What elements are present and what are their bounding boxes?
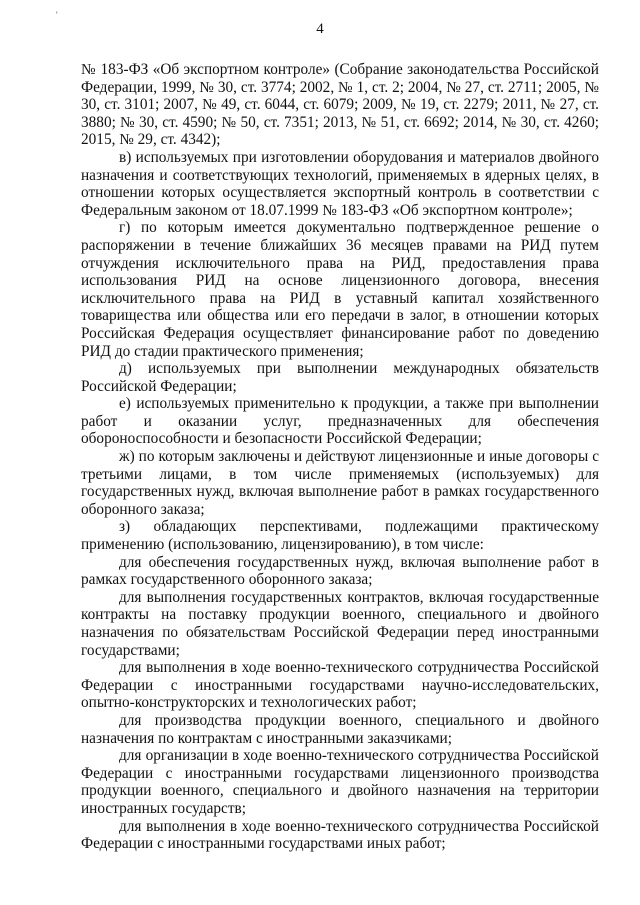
paragraph-subitem-other-works: для выполнения в ходе военно-технического сотрудничества Российской Федерации с иностранными государствами иных работ; [81, 817, 599, 853]
paragraph-item-g: г) по которым имеется документально подтвержденное решение о распоряжении в течение ближайших 36 месяцев правами на РИД путем отчуждения исключительного права на РИД, предоставления права использования РИД на основе лицензионного договора, внесения исключительного права на РИД в уставный капитал хозяйственного товарищества или общества или его передачи в залог, в отношении которых Российская Федерация осуществляет финансирование работ по доведению РИД до стадии практического применения; [81, 219, 599, 360]
paragraph-subitem-state-contracts: для выполнения государственных контрактов, включая государственные контракты на поставку продукции военного, специального и двойного назначения по обязательствам Российской Федерации перед иностранными государствами; [81, 588, 599, 659]
scan-mark: ' [56, 10, 58, 20]
paragraph-item-v: в) используемых при изготовлении оборудования и материалов двойного назначения и соответствующих технологий, применяемых в ядерных целях, в отношении которых осуществляется экспортный контроль в соответствии с Федеральным законом от 18.07.1999 № 183-ФЗ «Об экспортном контроле»; [81, 148, 599, 219]
paragraph-subitem-production: для производства продукции военного, специального и двойного назначения по контрактам с иностранными заказчиками; [81, 711, 599, 747]
paragraph-subitem-licensed-production: для организации в ходе военно-технического сотрудничества Российской Федерации с иностранными государствами лицензионного производства продукции военного, специального и двойного назначения на территории иностранных государств; [81, 747, 599, 817]
paragraph-subitem-state-needs: для обеспечения государственных нужд, включая выполнение работ в рамках государственного оборонного заказа; [81, 553, 599, 589]
paragraph-item-z: з) обладающих перспективами, подлежащими практическому применению (использованию, лицензированию), в том числе: [81, 518, 599, 554]
paragraph-law-reference: № 183-ФЗ «Об экспортном контроле» (Собрание законодательства Российской Федерации, 1999, № 30, ст. 3774; 2002, № 1, ст. 2; 2004, № 27, ст. 2711; 2005, № 30, ст. 3101; 2007, № 49, ст. 6044, ст. 6079; 2009, № 19, ст. 2279; 2011, № 27, ст. 3880; № 30, ст. 4590; № 50, ст. 7351; 2013, № 51, ст. 6692; 2014, № 30, ст. 4260; 2015, № 29, ст. 4342); [81, 61, 599, 149]
paragraph-item-e: е) используемых применительно к продукции, а также при выполнении работ и оказании услуг, предназначенных для обеспечения обороноспособности и безопасности Российской Федерации; [81, 395, 599, 448]
document-body [81, 61, 599, 853]
page-number: 4 [316, 21, 324, 37]
paragraph-subitem-research-works: для выполнения в ходе военно-технического сотрудничества Российской Федерации с иностранными государствами научно-исследовательских, опытно-конструкторских и технологических работ; [81, 659, 599, 712]
paragraph-item-d: д) используемых при выполнении международных обязательств Российской Федерации; [81, 360, 599, 395]
paragraph-item-zh: ж) по которым заключены и действуют лицензионные и иные договоры с третьими лицами, в том числе применяемых (используемых) для государственных нужд, включая выполнение работ в рамках государственного оборонного заказа; [81, 448, 599, 518]
